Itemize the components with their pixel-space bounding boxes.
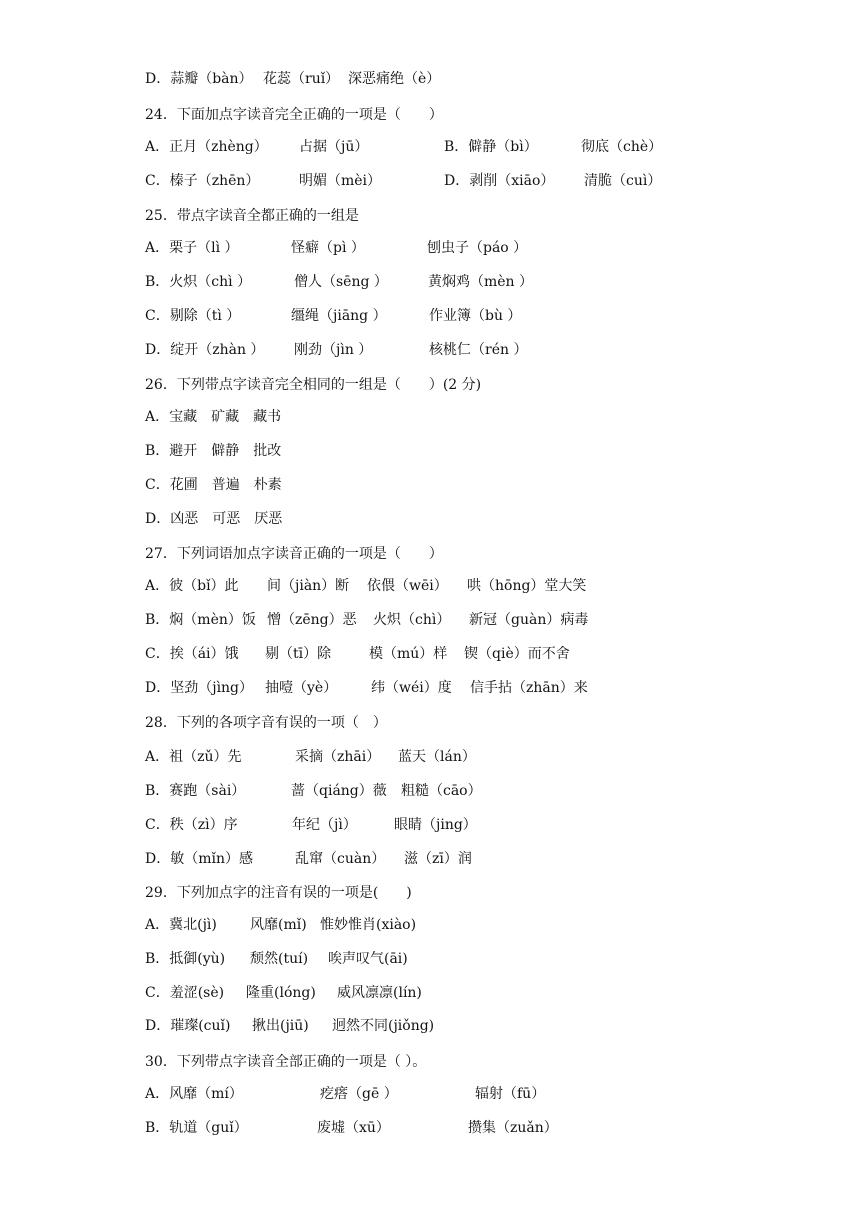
- option-text: B．抵御(yù): [145, 951, 226, 967]
- option-text: B．轨道（guǐ）: [145, 1120, 248, 1136]
- option-text: 抽噎（yè）: [265, 680, 338, 696]
- option-text: 明媚（mèi）: [299, 173, 382, 189]
- option-text: C．羞涩(sè): [145, 985, 225, 1001]
- option-text: 彻底（chè）: [581, 139, 663, 155]
- option-text: B．僻静（bì）: [444, 139, 538, 155]
- option-text: 哄（hōng）堂大笑: [467, 578, 587, 594]
- option-text: B．避开 僻静 批改: [145, 443, 282, 459]
- option-text: 隆重(lóng): [246, 985, 316, 1001]
- option-text: C．花圃 普遍 朴素: [145, 477, 282, 493]
- option-text: 惟妙惟肖(xiào): [320, 917, 417, 933]
- option-text: 信手拈（zhān）来: [470, 680, 588, 696]
- option-text: 蔷（qiáng）薇: [291, 783, 387, 799]
- option-text: C．挨（ái）饿: [145, 646, 239, 662]
- option-text: B．火炽（chì ）: [145, 274, 252, 290]
- option-text: 花蕊（ruǐ）: [263, 71, 340, 87]
- option-text: C．剔除（tì ）: [145, 308, 241, 324]
- option-text: A．彼（bǐ）此: [145, 578, 239, 594]
- option-text: 年纪（jì）: [292, 817, 357, 833]
- option-text: A．冀北(jì): [145, 917, 217, 933]
- question-text: 29．下列加点字的注音有误的一项是( ): [145, 885, 412, 901]
- option-text: 僧人（sēng ）: [294, 274, 388, 290]
- option-text: A．祖（zǔ）先: [145, 749, 242, 765]
- option-text: 纬（wéi）度: [371, 680, 452, 696]
- option-text: 深恶痛绝（è）: [348, 71, 441, 87]
- option-text: 迥然不同(jiǒng): [332, 1018, 435, 1034]
- option-text: 滋（zī）润: [404, 851, 472, 867]
- option-text: 辐射（fū）: [475, 1086, 546, 1102]
- option-text: 采摘（zhāi）: [295, 749, 381, 765]
- option-text: A．风靡（mí）: [145, 1086, 243, 1102]
- option-text: 乱窜（cuàn）: [295, 851, 386, 867]
- option-text: 黄焖鸡（mèn ）: [428, 274, 534, 290]
- option-text: 剔（tī）除: [265, 646, 332, 662]
- option-text: C．秩（zì）序: [145, 817, 238, 833]
- question-text: 28．下列的各项字音有误的一项（ ）: [145, 715, 387, 731]
- option-text: 揪出(jiū): [252, 1018, 309, 1034]
- option-text: 占据（jū）: [299, 139, 369, 155]
- option-text: 攒集（zuǎn）: [468, 1120, 558, 1136]
- question-text: 24．下面加点字读音完全正确的一项是（ ）: [145, 107, 443, 123]
- option-text: D．敏（mǐn）感: [145, 851, 253, 867]
- option-text: A．栗子（lì ）: [145, 240, 239, 256]
- option-text: 疙瘩（gē ）: [320, 1086, 398, 1102]
- option-text: 风靡(mǐ): [250, 917, 307, 933]
- option-text: 蓝天（lán）: [398, 749, 476, 765]
- option-text: A．正月（zhèng）: [145, 139, 268, 155]
- option-text: 锲（qiè）而不舍: [464, 646, 570, 662]
- option-text: 火炽（chì）: [373, 612, 451, 628]
- option-text: 清脆（cuì）: [584, 173, 662, 189]
- option-text: 唉声叹气(āi): [328, 951, 408, 967]
- option-text: 颓然(tuí): [250, 951, 309, 967]
- option-text: 废墟（xū）: [317, 1120, 390, 1136]
- question-text: 27．下列词语加点字读音正确的一项是（ ）: [145, 546, 443, 562]
- option-text: 眼睛（jing）: [394, 817, 477, 833]
- question-text: 26．下列带点字读音完全相同的一组是（ ）(2 分): [145, 377, 482, 393]
- option-text: 核桃仁（rén ）: [429, 342, 528, 358]
- option-text: 怪癖（pì ）: [291, 240, 365, 256]
- option-text: D．绽开（zhàn ）: [145, 342, 265, 358]
- option-text: 威风凛凛(lín): [337, 985, 422, 1001]
- question-text: 25．带点字读音全都正确的一组是: [145, 208, 359, 224]
- option-text: 缰绳（jiāng ）: [291, 308, 387, 324]
- option-text: 新冠（guàn）病毒: [469, 612, 589, 628]
- option-text: 作业簿（bù ）: [429, 308, 522, 324]
- option-text: C．榛子（zhēn）: [145, 173, 260, 189]
- option-text: 粗糙（cāo）: [401, 783, 482, 799]
- question-text: 30．下列带点字读音全部正确的一项是（ ）。: [145, 1054, 427, 1070]
- option-text: 间（jiàn）断: [267, 578, 350, 594]
- option-text: 刨虫子（páo ）: [427, 240, 528, 256]
- option-text: 模（mú）样: [369, 646, 448, 662]
- option-text: D．蒜瓣（bàn）: [145, 71, 253, 87]
- option-text: 依偎（wēi）: [367, 578, 448, 594]
- option-text: 刚劲（jìn ）: [294, 342, 373, 358]
- option-text: 憎（zēng）恶: [267, 612, 357, 628]
- option-text: D．剥削（xiāo）: [444, 173, 555, 189]
- option-text: B．焖（mèn）饭: [145, 612, 256, 628]
- option-text: B．赛跑（sài）: [145, 783, 246, 799]
- option-text: D．璀璨(cuǐ): [145, 1018, 231, 1034]
- option-text: D．坚劲（jìng）: [145, 680, 254, 696]
- option-text: D．凶恶 可恶 厌恶: [145, 511, 283, 527]
- option-text: A．宝藏 矿藏 藏书: [145, 409, 282, 425]
